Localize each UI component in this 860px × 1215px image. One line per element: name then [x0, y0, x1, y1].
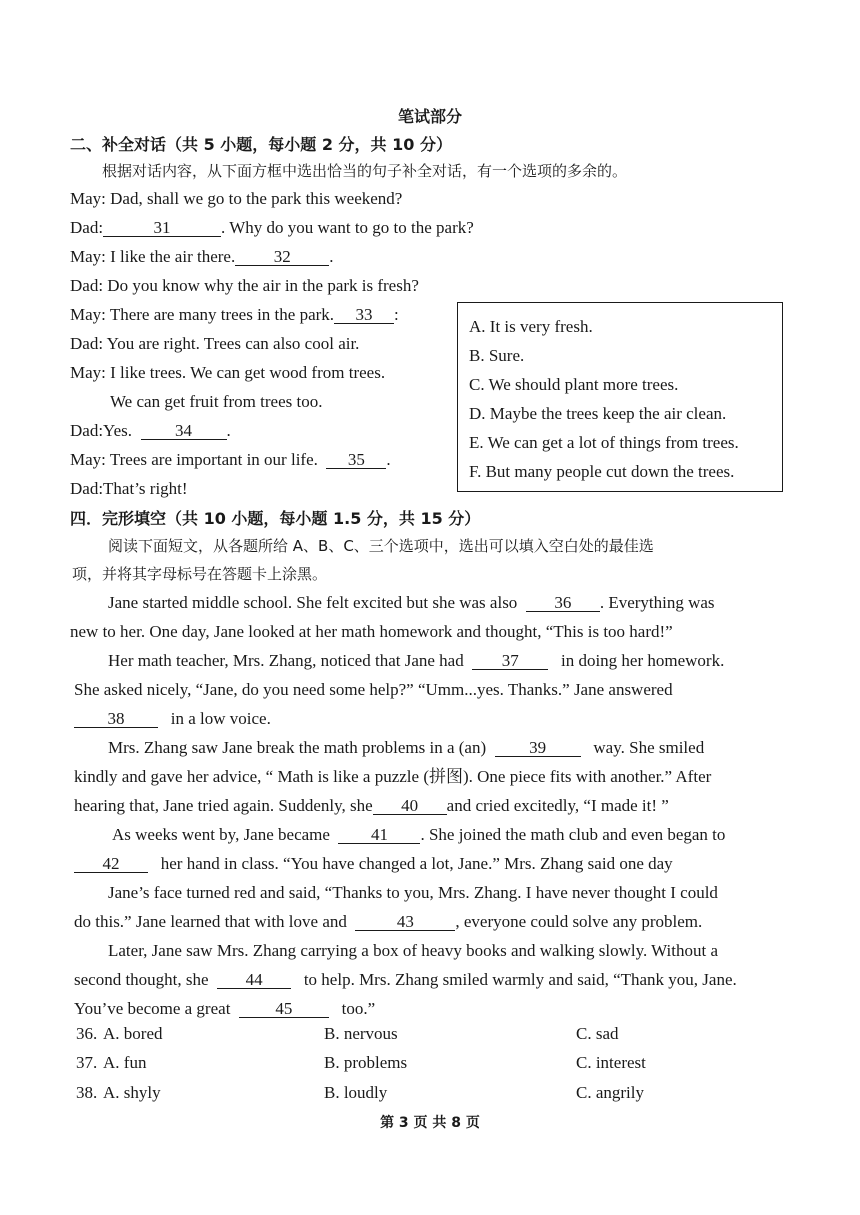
passage-line: 38 in a low voice.: [74, 704, 782, 733]
answer-blank[interactable]: 33: [334, 307, 394, 324]
passage-line: kindly and gave her advice, “ Math is like a puzzle (拼图). One piece fits with another.” After: [74, 767, 712, 786]
section-4-instruction: 阅读下面短文，从各题所给 A、B、C、三个选项中，选出可以填入空白处的最佳选: [108, 537, 654, 555]
dialogue-line: Dad:That’s right!: [70, 479, 188, 498]
cloze-blank[interactable]: 38: [74, 711, 158, 728]
page-title: 笔试部分: [397, 107, 462, 126]
choice-37-b[interactable]: B. problems: [324, 1053, 408, 1072]
dialogue-line: May: There are many trees in the park. 33 :: [70, 305, 399, 324]
dialogue-line: Dad: You are right. Trees can also cool air.: [70, 334, 360, 353]
cloze-blank[interactable]: 36: [526, 595, 600, 612]
answer-blank[interactable]: 31: [103, 220, 221, 237]
passage-line: 42 her hand in class. “You have changed a lot, Jane.” Mrs. Zhang said one day: [74, 849, 782, 878]
option-f: F. But many people cut down the trees.: [469, 462, 735, 481]
option-b: B. Sure.: [469, 346, 525, 365]
answer-blank[interactable]: 35: [326, 452, 386, 469]
choice-row-36-num: 36.: [76, 1024, 98, 1043]
cloze-blank[interactable]: 45: [239, 1001, 329, 1018]
passage-line: Her math teacher, Mrs. Zhang, noticed that Jane had 37 in doing her homework.: [108, 651, 725, 670]
cloze-blank[interactable]: 40: [373, 798, 447, 815]
cloze-passage: [70, 588, 782, 1023]
dialogue-line: Dad: 31 . Why do you want to go to the park?: [70, 218, 474, 237]
passage-line: She asked nicely, “Jane, do you need some help?” “Umm...yes. Thanks.” Jane answered: [74, 680, 673, 699]
passage-line: new to her. One day, Jane looked at her math homework and thought, “This is too hard!”: [70, 622, 673, 641]
option-c: C. We should plant more trees.: [469, 375, 679, 394]
dialogue-line: We can get fruit from trees too.: [110, 392, 323, 411]
cloze-blank[interactable]: 39: [495, 740, 581, 757]
passage-line: You’ve become a great 45 too.”: [74, 999, 376, 1018]
cloze-blank[interactable]: 41: [338, 827, 420, 844]
choice-38-b[interactable]: B. loudly: [324, 1083, 388, 1102]
section-2-instruction: 根据对话内容，从下面方框中选出恰当的句子补全对话，有一个选项的多余的。: [102, 162, 628, 180]
passage-line: Jane’s face turned red and said, “Thanks to you, Mrs. Zhang. I have never thought I could: [108, 883, 718, 902]
answer-blank[interactable]: 32: [235, 249, 329, 266]
choice-37-c[interactable]: C. interest: [576, 1053, 646, 1072]
passage-line: hearing that, Jane tried again. Suddenly, she 40 and cried excitedly, “I made it! ”: [74, 796, 669, 815]
passage-line: Later, Jane saw Mrs. Zhang carrying a box of heavy books and walking slowly. Without a: [108, 941, 719, 960]
cloze-blank[interactable]: 42: [74, 856, 148, 873]
page-footer: 第 3 页 共 8 页: [380, 1115, 480, 1131]
section-4-heading: 四．完形填空（共 10 小题，每小题 1.5 分，共 15 分）: [70, 509, 481, 528]
choice-row-38-num: 38.: [76, 1083, 98, 1102]
cloze-blank[interactable]: 43: [355, 914, 455, 931]
choice-37-a[interactable]: A. fun: [103, 1053, 147, 1072]
dialogue-line: May: I like the air there. 32 .: [70, 247, 334, 266]
cloze-blank[interactable]: 44: [217, 972, 291, 989]
choice-36-a[interactable]: A. bored: [103, 1024, 163, 1043]
section-4-instruction-cont: 项，并将其字母标号在答题卡上涂黑。: [72, 565, 328, 583]
choice-36-b[interactable]: B. nervous: [324, 1024, 398, 1043]
option-e: E. We can get a lot of things from trees.: [469, 433, 739, 452]
choice-36-c[interactable]: C. sad: [576, 1024, 619, 1043]
options-box: [457, 302, 783, 492]
dialogue-line: Dad: Do you know why the air in the park is fresh?: [70, 276, 419, 295]
dialogue-line: May: I like trees. We can get wood from trees.: [70, 363, 386, 382]
choice-38-a[interactable]: A. shyly: [103, 1083, 161, 1102]
dialogue-line: Dad:Yes. 34 .: [70, 421, 231, 440]
option-a: A. It is very fresh.: [469, 317, 593, 336]
choice-row-37-num: 37.: [76, 1053, 98, 1072]
passage-line: second thought, she 44 to help. Mrs. Zhang smiled warmly and said, “Thank you, Jane.: [74, 970, 737, 989]
cloze-blank[interactable]: 37: [472, 653, 548, 670]
passage-line: do this.” Jane learned that with love and 43 , everyone could solve any problem.: [74, 912, 703, 931]
choice-38-c[interactable]: C. angrily: [576, 1083, 644, 1102]
passage-line: As weeks went by, Jane became 41 . She joined the math club and even began to: [112, 825, 726, 844]
passage-line: Mrs. Zhang saw Jane break the math problems in a (an) 39 way. She smiled: [108, 738, 705, 757]
answer-blank[interactable]: 34: [141, 423, 227, 440]
dialogue-line: May: Trees are important in our life. 35 .: [70, 450, 391, 469]
passage-line: Jane started middle school. She felt excited but she was also 36 . Everything was: [108, 593, 715, 612]
section-2-heading: 二、补全对话（共 5 小题，每小题 2 分，共 10 分）: [70, 135, 452, 154]
dialogue-line: May: Dad, shall we go to the park this weekend?: [70, 189, 403, 208]
option-d: D. Maybe the trees keep the air clean.: [469, 404, 727, 423]
